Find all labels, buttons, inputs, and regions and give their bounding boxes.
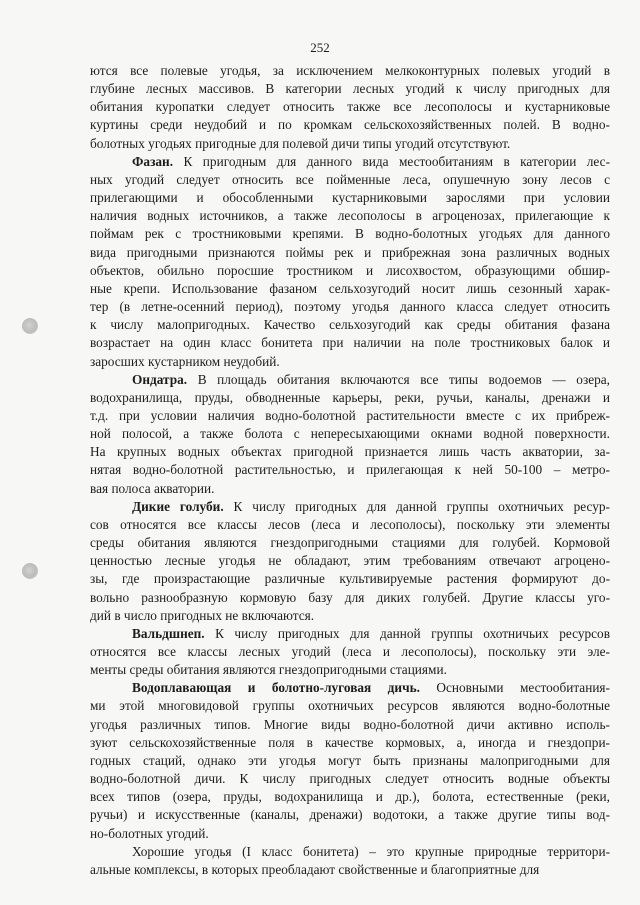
section-heading: Вальдшнеп. [132, 625, 205, 641]
text-line [90, 534, 610, 552]
line-text: сов относятся все классы лесов (леса и лесополосы), поскольку эти элементы [90, 516, 610, 532]
text-line [90, 425, 610, 443]
body-text [90, 62, 610, 879]
text-line [90, 825, 610, 843]
text-line [90, 843, 610, 861]
line-text: возрастает на один класс бонитета при наличии на поле тростниковых балок и [90, 335, 610, 351]
line-text: ной полосой, а также болота с непересыхающими окнами водной поверхности. [90, 426, 610, 442]
text-line [90, 443, 610, 461]
text-line [90, 298, 610, 316]
text-line [90, 189, 610, 207]
text-line [90, 353, 610, 371]
text-line [90, 244, 610, 262]
text-line [90, 752, 610, 770]
line-text: куртины среди неудобий и по кромкам сельскохозяйственных полей. В водно- [90, 117, 610, 133]
line-text: ручьи) и искусственные (каналы, дренажи) водотоки, а также другие типы вод- [90, 807, 610, 823]
punch-hole-mark [22, 563, 38, 579]
line-text: ются все полевые угодья, за исключением мелкоконтурных полевых угодий в [90, 63, 610, 78]
text-line [90, 116, 610, 134]
text-line [90, 262, 610, 280]
text-line [90, 516, 610, 534]
text-line [90, 316, 610, 334]
line-text: водохранилища, пруды, обводненные карьеры, реки, ручьи, каналы, дренажи и [90, 389, 610, 405]
line-text: зы, где произрастающие различные культивируемые растения формируют до- [90, 571, 610, 587]
line-text: всех типов (озера, пруды, водохранилища и др.), болота, естественные (реки, [90, 789, 610, 805]
page-number: 252 [310, 40, 330, 55]
line-text: среды обитания являются гнездопригодными стациями для голубей. Кормовой [90, 535, 610, 551]
line-text: ных угодий следует относить все пойменные леса, опушечную зону лесов с [90, 171, 610, 187]
text-line [90, 389, 610, 407]
paragraph-intro [90, 62, 610, 153]
line-text: Хорошие угодья (I класс бонитета) – это крупные природные территори- [132, 843, 610, 859]
line-text: наличия водных источников, а также лесополосы в агроценозах, прилегающие к [90, 208, 610, 224]
text-line [90, 643, 610, 661]
text-line [90, 661, 610, 679]
text-line [90, 98, 610, 116]
line-text: К числу пригодных для данной группы охотничьих ресур- [223, 498, 610, 514]
section-heading: Водоплавающая и болотно-луговая дичь. [132, 680, 420, 696]
text-line [90, 589, 610, 607]
paragraph-fazan [90, 153, 610, 371]
paragraph-valdshnep [90, 625, 610, 679]
text-line [90, 171, 610, 189]
line-text: обитания куропатки следует относить также все лесополосы и кустарниковые [90, 99, 610, 115]
text-line [90, 480, 610, 498]
text-line [90, 625, 610, 643]
section-heading: Дикие голуби. [132, 498, 224, 514]
text-line [90, 570, 610, 588]
text-line [90, 498, 610, 516]
text-line [90, 135, 610, 153]
line-text: ные крепи. Использование фазаном сельхозугодий носит лишь сезонный харак- [90, 280, 610, 296]
text-line [90, 80, 610, 98]
line-text: ценностью лесные угодья не обладают, этим требованиям отвечают агроцено- [90, 553, 610, 569]
line-text: объектов, обильно поросшие тростником и лисохвостом, образующими обшир- [90, 262, 610, 278]
line-text: болотных угодьях пригодные для полевой дичи типы угодий отсутствуют. [90, 135, 511, 151]
text-line [90, 734, 610, 752]
line-text: вольно разнообразную кормовую базу для диких голубей. Другие классы уго- [90, 589, 610, 605]
line-text: годных стаций, однако эти угодья могут быть признаны малопригодными для [90, 752, 610, 768]
text-line [90, 806, 610, 824]
line-text: В площадь обитания включаются все типы водоемов — озера, [187, 371, 610, 387]
line-text: угодья различных типов. Многие виды водно-болотной дичи активно исполь- [90, 716, 610, 732]
line-text: К пригодным для данного вида местообитаниям в категории лес- [173, 153, 610, 169]
line-text: к числу малопригодных. Качество сельхозугодий как среды обитания фазана [90, 317, 610, 333]
line-text: тер (в летне-осенний период), поэтому угодья данного класса следует относить [90, 299, 610, 315]
line-text: нятая водно-болотной растительностью, и прилегающая к ней 50-100 – метро- [90, 462, 610, 478]
text-line [90, 225, 610, 243]
paragraph-ondatra [90, 371, 610, 498]
text-line [90, 861, 610, 879]
text-line [90, 207, 610, 225]
paragraph-vodoplav [90, 679, 610, 842]
line-text: но-болотных угодий. [90, 825, 209, 841]
line-text: дий в число пригодных не включаются. [90, 607, 315, 623]
paragraph-khoroshie [90, 843, 610, 879]
text-line [90, 62, 610, 80]
text-line [90, 334, 610, 352]
text-line [90, 697, 610, 715]
line-text: вида пригодными признаются поймы рек и прибрежная зона различных водных [90, 244, 610, 260]
text-line [90, 552, 610, 570]
line-text: К числу пригодных для данной группы охотничьих ресурсов [204, 625, 610, 641]
text-line [90, 407, 610, 425]
text-line [90, 280, 610, 298]
text-line [90, 770, 610, 788]
line-text: относятся все классы лесных угодий (леса и лесополосы), поскольку эти эле- [90, 644, 610, 659]
line-text: глубине лесных массивов. В категории лесных угодий к числу пригодных для [90, 81, 610, 97]
line-text: поймам рек с тростниковыми крепями. В водно-болотных угодьях для данного [90, 226, 610, 242]
punch-hole-mark [22, 318, 38, 334]
line-text: т.д. при условии наличия водно-болотной растительности вместе с их прибреж- [90, 407, 610, 423]
text-line [90, 607, 610, 625]
text-line [90, 153, 610, 171]
text-line [90, 679, 610, 697]
line-text: водно-болотной дичи. К числу пригодных следует относить водные объекты [90, 771, 610, 787]
line-text: заросших кустарником неудобий. [90, 353, 280, 369]
line-text: менты среды обитания являются гнездопригодными стациями. [90, 662, 447, 678]
line-text: альные комплексы, в которых преобладают свойственные и благоприятные для [90, 861, 540, 877]
text-line [90, 788, 610, 806]
text-line [90, 461, 610, 479]
paragraph-golubi [90, 498, 610, 625]
text-line [90, 716, 610, 734]
line-text: ми этой многовидовой группы охотничьих ресурсов являются водно-болотные [90, 698, 610, 714]
section-heading: Ондатра. [132, 371, 188, 387]
line-text: прилегающими и обособленными кустарниковыми зарослями при условии [90, 190, 610, 206]
line-text: Основными местообитания- [419, 680, 610, 696]
line-text: вая полоса акватории. [90, 480, 215, 496]
text-line [90, 371, 610, 389]
line-text: зуют сельскохозяйственные поля в качестве кормовых, а, иногда и гнездопри- [90, 734, 610, 750]
section-heading: Фазан. [132, 153, 174, 169]
line-text: На крупных водных объектах пригодной признается лишь часть акватории, за- [90, 444, 610, 460]
